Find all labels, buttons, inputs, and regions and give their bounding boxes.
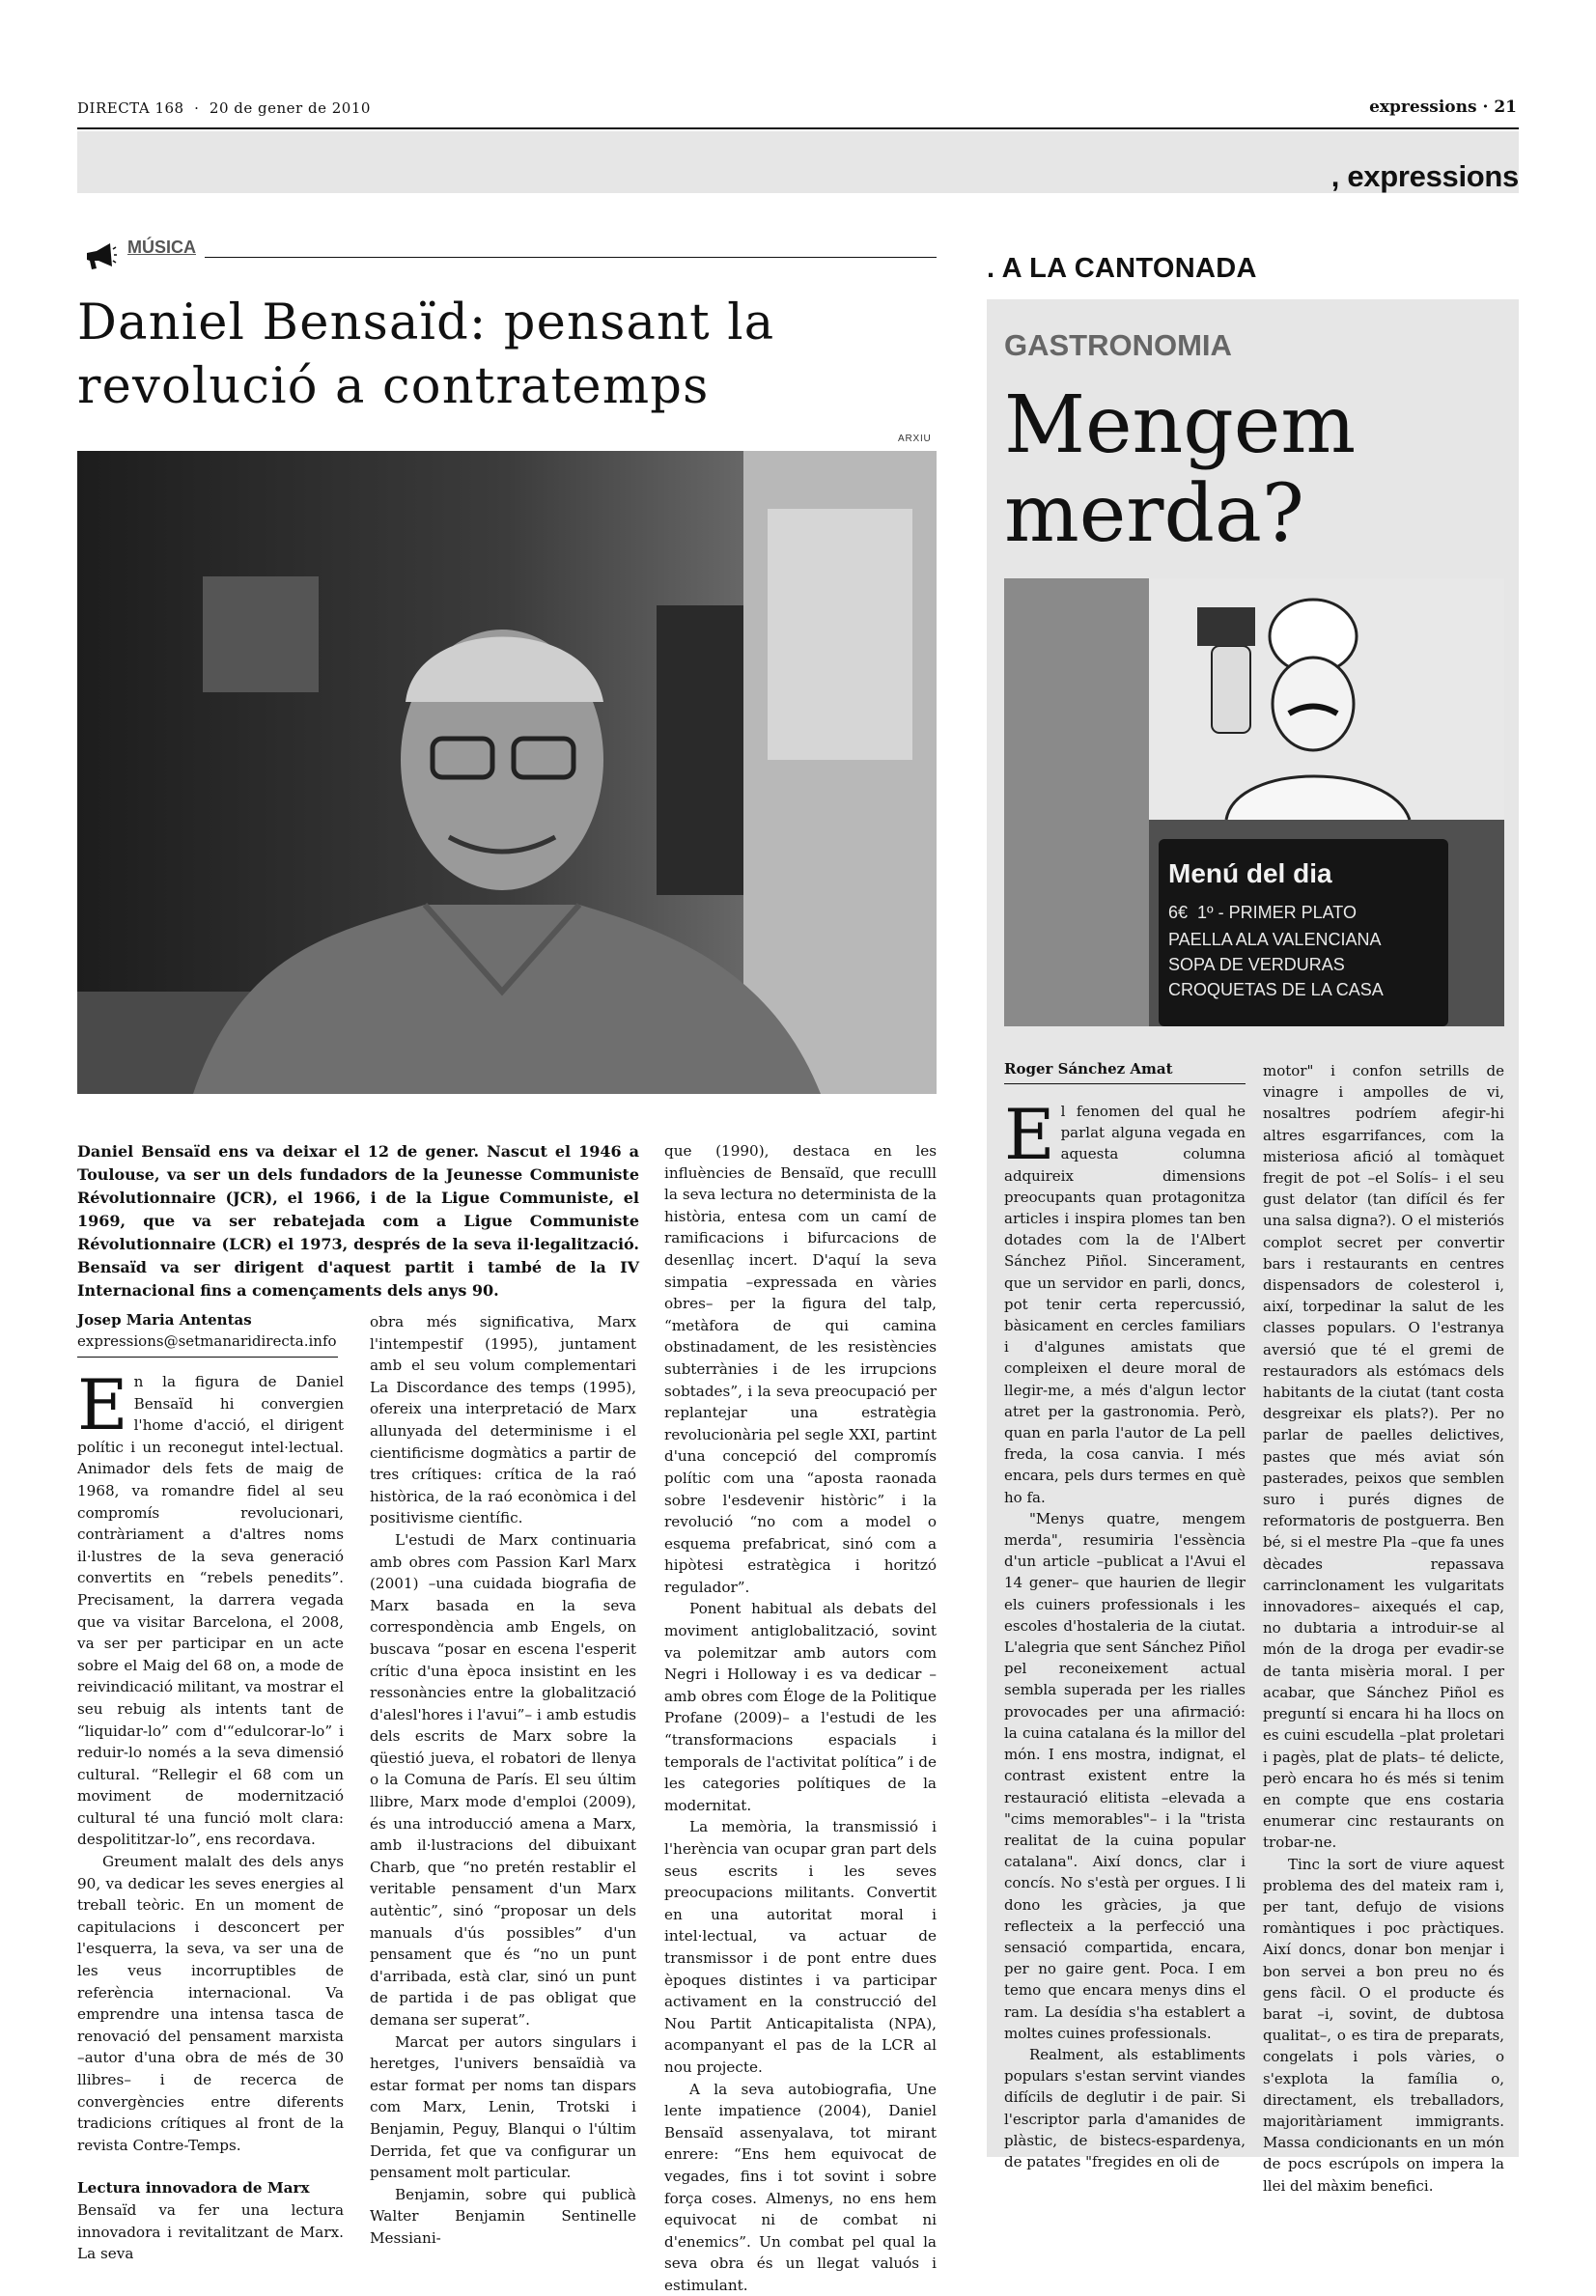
section-band-title: , expressions [1330, 159, 1519, 193]
left-col2-para-4: Benjamin, sobre qui publicà Walter Benjamin Sentinelle Messiani- [370, 2185, 636, 2247]
left-author: Josep Maria Antentas [77, 1311, 252, 1329]
right-author: Roger Sánchez Amat [1004, 1060, 1173, 1078]
right-col2-para-2: Tinc la sort de viure aquest problema des del mateix ram i, per tant, defujo de visions romàntiques i poc pràctiques. Així doncs, donar bon menjar i bon servei a bon preu no és gens fàcil. O el producte és barat –i, sovint, de dubtosa qualitat–, o es tira de preparats, congelats i pols vàries, o s'explota la família o, directament, els treballadors, majoritàriament immigrants. Massa condicionants en un món de pocs escrúpols on impera la llei del màxim benefici. [1263, 1855, 1504, 2195]
page-header-right: expressions · 21 [1369, 98, 1517, 117]
rubric-a-la-cantonada: . A LA CANTONADA [987, 253, 1257, 284]
page-header-left: DIRECTA 168 · 20 de gener de 2010 [77, 99, 371, 117]
section-label-musica: MÚSICA [127, 238, 196, 257]
menu-line-2: PAELLA ALA VALENCIANA [1168, 930, 1382, 949]
right-author-rule [1004, 1083, 1246, 1084]
left-col3-para-2: Ponent habitual als debats del moviment antiglobalització, sovint va polemitzar amb autors com Negri i Holloway i es va dedicar –amb obres com Éloge de la Politique Profane (2009)– a l'estudi de les “transformacions espacials i temporals de l'activitat política” i de les categories polítiques de la modernitat. [664, 1600, 937, 1814]
left-col2-para-3: Marcat per autors singulars i heretges, l'univers bensaïdià va estar format per noms tan dispars com Marx, Lenin, Trotski i Benjamin, Peguy, Blanqui o l'últim Derrida, fet que va configurar un pensament molt particular. [370, 2032, 636, 2182]
menu-line-3: SOPA DE VERDURAS [1168, 955, 1345, 974]
kicker-gastronomia: GASTRONOMIA [1004, 328, 1232, 362]
subheading-lectura: Lectura innovadora de Marx [77, 2179, 310, 2198]
left-column-3 [664, 1140, 937, 2296]
section-label-rule [205, 257, 937, 258]
left-col3-para-4: A la seva autobiografia, Une lente impatience (2004), Daniel Bensaïd assenyalava, tot mirant enrere: “Ens hem equivocat de vegades, fins i tot sovint i sobre força coses. Almenys, no ens hem equivocat ni de combat ni d'enemics”. Un combat pel qual la seva obra és un llegat valuós i estimulant. [664, 2080, 937, 2294]
photo-credit: ARXIU [898, 434, 932, 444]
menu-title: Menú del dia [1168, 858, 1332, 888]
right-col1-para-2: "Menys quatre, mengem merda", resumiria l'essència d'un article –publicat a l'Avui el 14 gener– que haurien de llegir els cuiners professionals i les escoles d'hostaleria de la ciutat. L'alegria que sent Sánchez Piñol pel reconeixement actual sembla superada per les rialles provocades per una afirmació: la cuina catalana és la millor del món. I ens mostra, indignat, el contrast existent entre la restauració elitista –elevada a "cims memorables"– i la "trista realitat de la cuina popular catalana". Així doncs, clar i concís. No s'està per orgues. I li dono les gràcies, ja que reflecteix a la perfecció una sensació compartida, encara, per no gaire gent. Poca. I em temo que encara menys dins el ram. La desídia s'ha establert a moltes cuines professionals. [1004, 1509, 1246, 2042]
right-col1-para-1: El fenomen del qual he parlat alguna vegada en aquesta columna adquireix dimensions preocupants quan protagonitza articles i inspira plomes tan ben dotades com la de l'Albert Sánchez Piñol. Sincerament, que un servidor en parli, doncs, pot tenir certa repercussió, bàsicament en cercles familiars i d'algunes amistats que compleixen el deure moral de llegir-me, a més d'algun lector atret per la gastronomia. Però, quan en parla l'autor de La pell freda, la cosa canvia. I més encara, pels durs termes en què ho fa. [1004, 1094, 1246, 1506]
drop-cap: E [77, 1364, 128, 1445]
right-col2-para-1: motor" i confon setrills de vinagre i ampolles de vi, nosaltres podríem afegir-hi altres esgarrifances, com la misteriosa afició al tomàquet fregit de pot –el Solís– i el seu gust delator (tan difícil és fer una salsa digna?). O el misteriós complot secret per convertir bars i restaurants en centres dispensadors de colesterol i, així, torpedinar la salut de les classes populars. O l'estranya aversió que té el gremi de restauradors als estómacs dels habitants de la ciutat (tant costa desgreixar els plats?). Per no parlar de paelles delictives, pastes que més aviat són pasterades, peixos que semblen suro i purés dignes de reformatoris de postguerra. Ben bé, si el mestre Pla –que fa unes dècades repassava carrinclonament les vulgaritats innovadores– aixequés el cap, no dubtaria a introduir-se al món de la droga per evadir-se de tanta misèria moral. I per acabar, que Sánchez Piñol es preguntí si encara hi ha llocs on es cuini escudella –plat proletari i pagès, plat de plats– té delicte, però encara ho és més si tenim en compte que ens costaria enumerar cinc restaurants on trobar-ne. [1263, 1062, 1504, 1852]
left-col3-para-3: La memòria, la transmissió i l'herència van ocupar gran part dels seus escrits i les seves preocupacions militants. Convertit en una autoritat moral i intel·lectual, va actuar de transmissor i de pont entre dues èpoques distintes i va participar activament en la construcció del Nou Partit Anticapitalista (NPA), acompanyant el pas de la LCR al nou projecte. [664, 1818, 937, 2076]
left-col1-para-2: Greument malalt des dels anys 90, va dedicar les seves energies al treball teòric. En un moment de capitulacions i desconcert per l'esquerra, la seva, va ser una de les veus incorruptibles de referència internacional. Va emprendre una intensa tasca de renovació del pensament marxista –autor d'una obra de més de 30 llibres– i de recerca de convergències entre diferents tradicions crítiques al front de la revista Contre-Temps. [77, 1853, 344, 2154]
header-rule [77, 127, 1519, 129]
right-drop-cap: E [1004, 1094, 1055, 1175]
left-col3-para-1: que (1990), destaca en les influències de Bensaïd, que reculll la seva lectura no determinista de la història, entesa com un camí de ramificacions i bifurcacions de desenllaç incert. D'aquí la seva simpatia –expressada en vàries obres– per la figura del talp, “metàfora de qui camina obstinadament, de les resistències subterrànies i de les irrupcions sobtades”, i la seva preocupació per replantejar una estratègia revolucionària pel segle XXI, partint d'una concepció del compromís polític com una “aposta raonada sobre l'esdevenir històric” i la revolució “no com a model o esquema prefabricat, sinó com a hipòtesi estratègica i horitzó regulador”. [664, 1142, 937, 1596]
menu-photo [1004, 578, 1504, 1026]
menu-line-1: 6€ 1º - PRIMER PLATO [1168, 903, 1357, 922]
left-col1-para-1: En la figura de Daniel Bensaïd hi convergien l'home d'acció, el dirigent polític i un reconegut intel·lectual. Animador dels fets de maig de 1968, va romandre fidel al seu compromís revolucionari, contràriament a d'altres noms il·lustres de la seva generació convertits en “rebels penedits”. Precisament, la darrera vegada que va visitar Barcelona, el 2008, va ser per participar en un acte sobre el Maig del 68 on, a mode de reivindicació militant, va mostrar el seu rebuig als intents tant de “liquidar-lo” com d'“edulcorar-lo” i reduir-lo només a la seva dimensió cultural. “Rellegir el 68 com un moviment de modernització cultural té una funció molt clara: despolititzar-lo”, ens recordava. [77, 1364, 344, 1849]
left-column-1 [77, 1364, 344, 2265]
left-col2-para-2: L'estudi de Marx continuaria amb obres com Passion Karl Marx (2001) –una cuidada biografia de Marx basada en la seva correspondència amb Engels, on buscava “posar en escena l'esperit crític d'una època insistint en les ressonàncies entre la globalització d'alesl'hores i l'avui”– i amb estudis dels escrits de Marx sobre la qüestió jueva, el robatori de llenya o la Comuna de París. El seu últim llibre, Marx mode d'emploi (2009), és una introducció amena a Marx, amb il·lustracions del dibuixant Charb, que “no pretén restablir el veritable pensament d'un Marx autèntic”, sinó “proposar un dels manuals d'ús possibles” d'un pensament que és “no un punt d'arribada, està clar, sinó un punt de partida i de pas obligat que demana ser superat”. [370, 1530, 636, 2029]
section-band [77, 131, 1519, 193]
megaphone-icon [83, 239, 118, 274]
author-rule [77, 1357, 338, 1358]
right-col1-para-3: Realment, als establiments populars s'estan servint viandes difícils de deglutir i de pair. Si l'escriptor parla d'amanides de plàstic, de bistecs-espardenya, de patates "fregides en oli de [1004, 2045, 1246, 2170]
right-column-1 [1004, 1094, 1246, 2172]
left-author-email: expressions@setmanaridirecta.info [77, 1332, 337, 1350]
right-column-2 [1263, 1060, 1504, 2197]
menu-line-4: CROQUETAS DE LA CASA [1168, 980, 1384, 999]
bensaid-photo [77, 451, 937, 1094]
photo-caption: Daniel Bensaïd ens va deixar el 12 de gener. Nascut el 1946 a Toulouse, va ser un dels fundadors de la Jeunesse Communiste Révolutionnaire (JCR), el 1966, i de la Ligue Communiste, el 1969, que va ser rebatejada com a Ligue Communiste Révolutionnaire (LCR) el 1973, després de la seva il·legalització. Bensaïd va ser dirigent d'aquest partit i també de la IV Internacional fins a començaments dels anys 90. [77, 1142, 639, 1300]
right-headline: Mengem merda? [1004, 379, 1357, 560]
left-col2-para-1: obra més significativa, Marx l'intempestif (1995), juntament amb el seu volum complementari La Discordance des temps (1995), ofereix una interpretació de Marx allunyada del determinisme i el cientificisme dogmàtics a partir de tres crítiques: crítica de la raó històrica, de la raó econòmica i del positivisme científic. [370, 1313, 636, 1527]
left-col1-para-3: Bensaïd va fer una lectura innovadora i revitalitzant de Marx. La seva [77, 2200, 344, 2263]
left-column-2 [370, 1311, 636, 2250]
left-headline: Daniel Bensaïd: pensant la revolució a contratemps [77, 294, 775, 415]
